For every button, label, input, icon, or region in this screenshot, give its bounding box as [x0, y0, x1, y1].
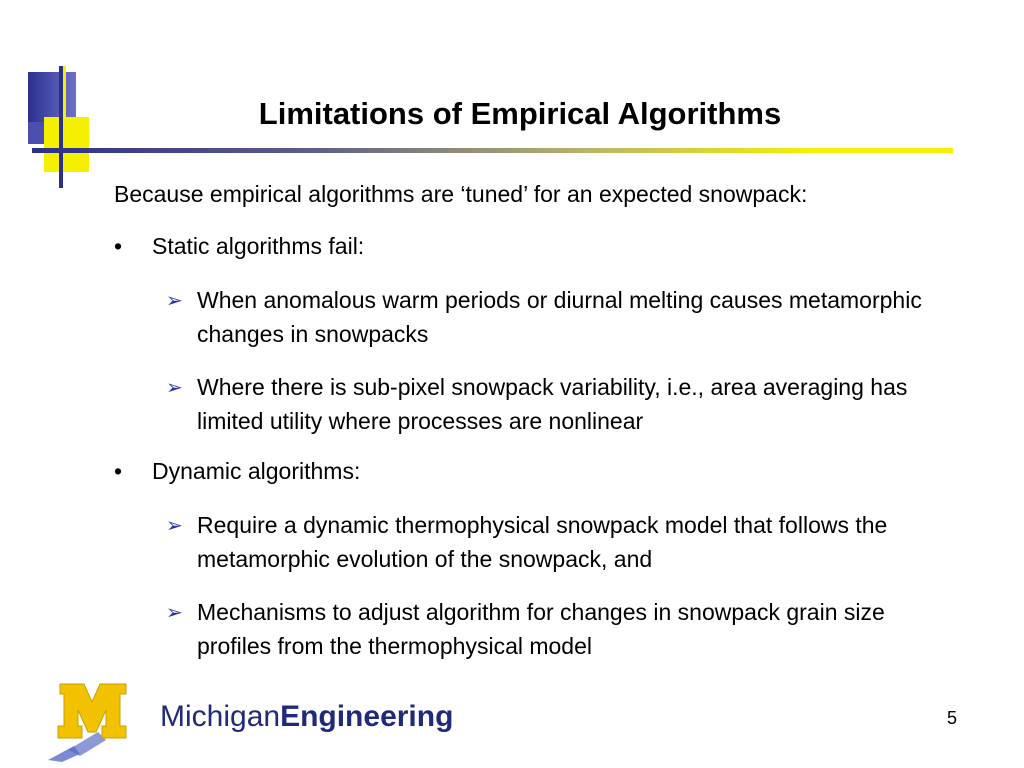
bullet-dot: •: [114, 233, 123, 259]
slide-title: Limitations of Empirical Algorithms: [258, 96, 782, 131]
arrow-bullet-icon: ➢: [166, 290, 183, 312]
arrow-bullet-icon: ➢: [166, 515, 183, 537]
lead-paragraph: Because empirical algorithms are ‘tuned’ for an expected snowpack:: [114, 181, 808, 207]
sub-bullet-text: Mechanisms to adjust algorithm for changes in snowpack grain size profiles from the thermophysical model: [197, 599, 885, 659]
sub-bullet-text: When anomalous warm periods or diurnal melting causes metamorphic changes in snowpacks: [197, 287, 922, 347]
bullet-dot: •: [114, 458, 123, 484]
bullet-label: Dynamic algorithms:: [152, 458, 361, 484]
sub-bullet-text: Where there is sub-pixel snowpack variability, i.e., area averaging has limited utility where processes are nonlinear: [197, 374, 908, 434]
arrow-bullet-icon: ➢: [166, 602, 183, 624]
sub-bullet-text: Require a dynamic thermophysical snowpack model that follows the metamorphic evolution of the snowpack, and: [197, 512, 888, 572]
michigan-engineering-wordmark: [160, 700, 453, 734]
title-underline: [32, 148, 953, 153]
block-m-logo-icon: [40, 680, 140, 762]
brand-bold: Engineering: [280, 700, 454, 733]
decorative-yellow-square: [44, 117, 89, 172]
bullet-label: Static algorithms fail:: [152, 233, 365, 259]
brand-regular: Michigan: [160, 700, 281, 733]
arrow-bullet-icon: ➢: [166, 377, 183, 399]
page-number: 5: [947, 708, 958, 728]
decorative-small-blue-square: [28, 122, 44, 144]
decorative-vertical-line-yellow: [63, 66, 66, 124]
decorative-blue-square: [28, 72, 76, 122]
